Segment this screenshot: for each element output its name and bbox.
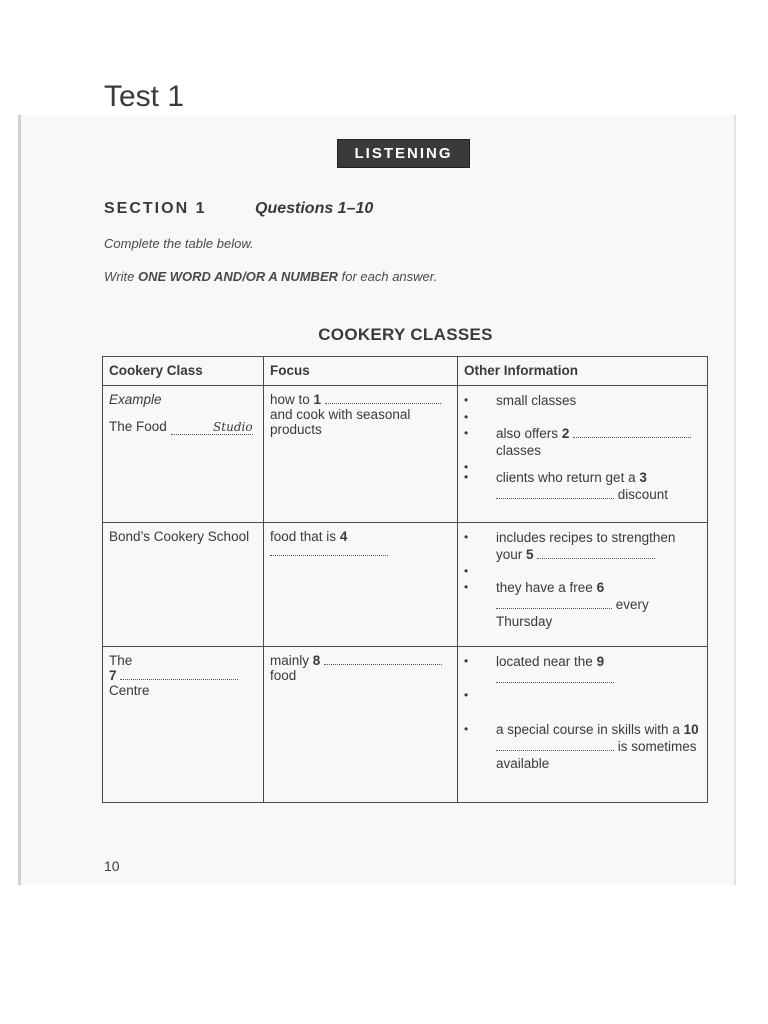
cell-other-information [458, 523, 708, 647]
info-bullet [464, 529, 701, 563]
question-number: 7 [109, 668, 117, 683]
header-other-information: Other Information [458, 357, 708, 386]
info-text: small classes [496, 393, 577, 408]
question-number: 10 [683, 722, 699, 737]
class-text: The [109, 653, 133, 668]
question-number: 1 [313, 392, 322, 407]
answer-blank-6[interactable] [496, 598, 612, 609]
info-text: they have a free [496, 580, 593, 595]
instruction-emphasis: ONE WORD AND/OR A NUMBER [137, 269, 338, 284]
info-text: a special course in skills with a [496, 722, 680, 737]
class-name-prefix: The Food [109, 419, 167, 434]
cell-other-information [458, 647, 708, 803]
table-row [103, 386, 708, 523]
focus-text: mainly [270, 653, 310, 668]
page-title: Test 1 [104, 80, 185, 113]
info-text: clients who return get a [496, 470, 636, 485]
section-banner: LISTENING [337, 139, 470, 168]
question-number: 2 [561, 426, 570, 441]
question-number: 8 [312, 653, 321, 668]
question-number: 6 [596, 580, 605, 595]
section-label: SECTION 1 [104, 200, 207, 217]
cell-class [103, 386, 264, 523]
class-text: Centre [109, 683, 150, 698]
header-focus: Focus [264, 357, 458, 386]
focus-text: how to [270, 392, 310, 407]
cell-focus [264, 523, 458, 647]
cookery-classes-table [102, 356, 708, 803]
info-bullet [464, 469, 701, 503]
cell-class: Bond’s Cookery School [103, 523, 264, 647]
table-title: COOKERY CLASSES [318, 325, 493, 344]
table-header-row [103, 357, 708, 386]
cell-focus [264, 647, 458, 803]
info-text: also offers [496, 426, 559, 441]
cell-class [103, 647, 264, 803]
info-bullet [464, 653, 701, 687]
answer-blank-3[interactable] [496, 488, 614, 499]
question-number: 9 [596, 654, 605, 669]
page-number: 10 [104, 858, 120, 874]
info-text: is sometimes available [496, 739, 697, 771]
cell-focus [264, 386, 458, 523]
question-number: 3 [639, 470, 647, 485]
example-label: Example [109, 392, 162, 407]
answer-blank-4[interactable] [270, 545, 388, 556]
answer-blank-8[interactable] [324, 654, 442, 665]
info-bullet [464, 579, 701, 630]
answer-blank-10[interactable] [496, 740, 614, 751]
info-text: includes recipes to strengthen your [496, 530, 676, 562]
answer-blank-9[interactable] [496, 672, 614, 683]
table-row [103, 647, 708, 803]
answer-blank-5[interactable] [537, 548, 655, 559]
example-answer: Studio [171, 420, 253, 435]
focus-text: and cook with seasonal products [270, 407, 411, 437]
instruction-line-2 [104, 269, 437, 284]
answer-blank-7[interactable] [120, 669, 238, 680]
focus-text: food [270, 668, 297, 683]
answer-blank-1[interactable] [325, 393, 441, 404]
info-bullet [464, 392, 701, 409]
header-cookery-class: Cookery Class [103, 357, 264, 386]
question-number: 5 [526, 547, 534, 562]
instruction-text: Write [104, 269, 138, 284]
table-row [103, 523, 708, 647]
answer-blank-2[interactable] [573, 427, 691, 438]
info-bullet [464, 721, 701, 772]
info-bullet [464, 425, 701, 459]
info-text: classes [496, 443, 542, 458]
cell-other-information [458, 386, 708, 523]
info-text: every Thursday [496, 597, 649, 629]
instruction-line-1: Complete the table below. [104, 236, 254, 251]
questions-range: Questions 1–10 [255, 200, 374, 217]
focus-text: food that is [270, 529, 337, 544]
instruction-text: for each answer. [338, 269, 438, 284]
question-number: 4 [339, 529, 348, 544]
info-text: discount [617, 487, 669, 502]
info-text: located near the [496, 654, 593, 669]
